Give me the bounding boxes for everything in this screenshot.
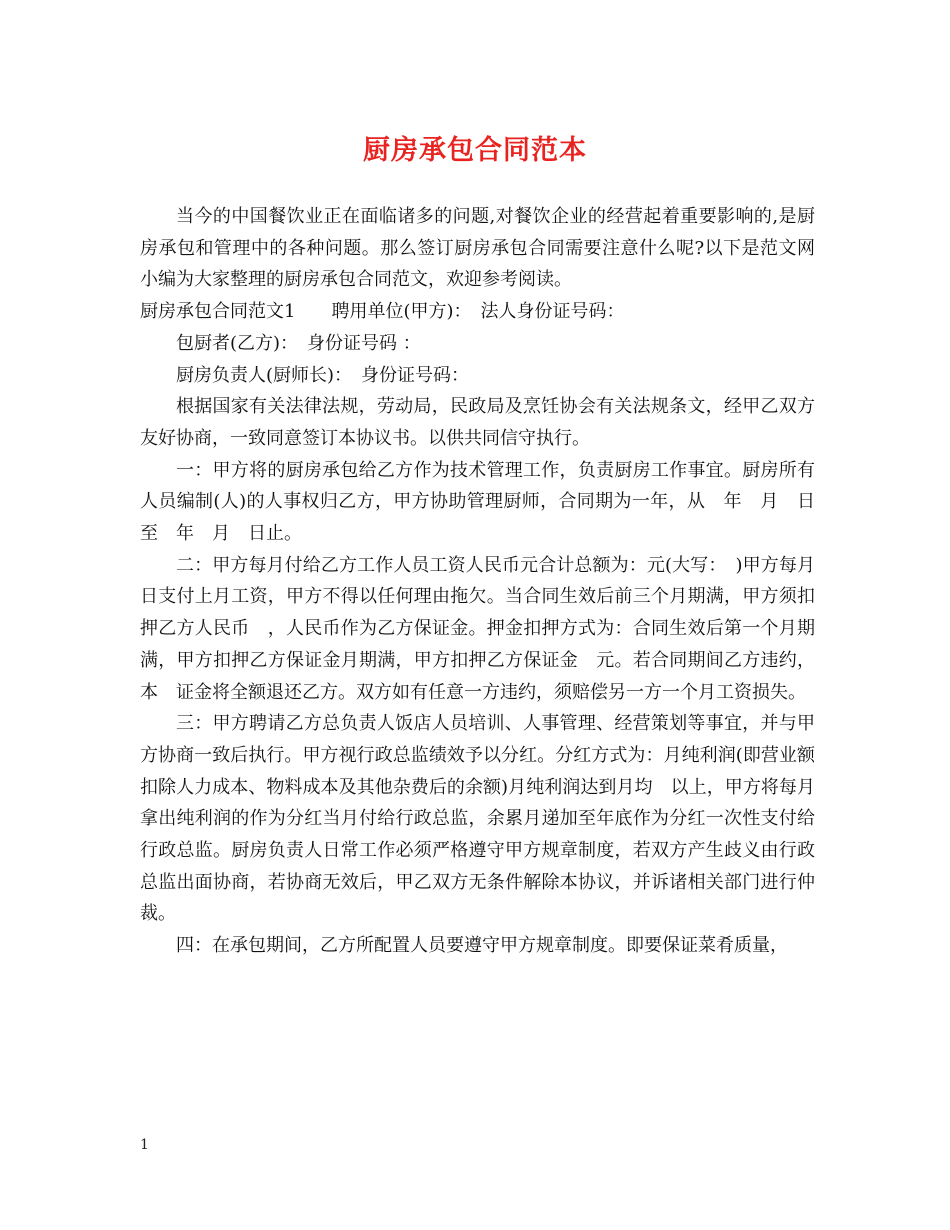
paragraph-basis: 根据国家有关法律法规，劳动局，民政局及烹饪协会有关法规条文，经甲乙双方友好协商，一致同意签订本协议书。以供共同信守执行。: [140, 396, 815, 449]
paragraph-kitchen-head: 厨房负责人(厨师长)： 身份证号码：: [176, 364, 470, 386]
paragraph-clause-2: 二：甲方每月付给乙方工作人员工资人民币元合计总额为：元(大写： )甲方每月 日支付上月工资，甲方不得以任何理由拖欠。当合同生效后前三个月期满，甲方须扣押乙方人民币 ，人民币作为乙方保证金。押金扣押方式为：合同生效后第一个月期满，甲方扣押乙方保证金月期满，甲方扣押乙方保证金 元。若合同期间乙方违约，本 证金将全额退还乙方。双方如有任意一方违约，须赔偿另一方一个月工资损失。: [140, 554, 833, 703]
paragraph-clause-1: 一：甲方将的厨房承包给乙方作为技术管理工作，负责厨房工作事宜。厨房所有人员编制(人)的人事权归乙方，甲方协助管理厨师，合同期为一年，从 年 月 日 至 年 月 日止。: [140, 459, 833, 545]
paragraph-party-b: 包厨者(乙方)： 身份证号码 ：: [176, 332, 421, 354]
paragraph-heading-parties: 厨房承包合同范文1 聘用单位(甲方)： 法人身份证号码：: [140, 301, 625, 323]
paragraph-clause-4: 四：在承包期间，乙方所配置人员要遵守甲方规章制度。即要保证菜肴质量，: [176, 935, 788, 957]
paragraph-intro: 当今的中国餐饮业正在面临诸多的问题,对餐饮企业的经营起着重要影响的,是厨房承包和管理中的各种问题。那么签订厨房承包合同需要注意什么呢?以下是范文网小编为大家整理的厨房承包合同范文，欢迎参考阅读。: [140, 206, 815, 291]
page-number: 1: [140, 1137, 149, 1153]
document-body: [140, 201, 833, 962]
paragraph-clause-3: 三：甲方聘请乙方总负责人饭店人员培训、人事管理、经营策划等事宜，并与甲方协商一致后执行。甲方视行政总监绩效予以分红。分红方式为：月纯利润(即营业额扣除人力成本、物料成本及其他杂费后的余额)月纯利润达到月均 以上，甲方将每月拿出纯利润的作为分红当月付给行政总监，余累月递加至年底作为分红一次性支付给行政总监。厨房负责人日常工作必须严格遵守甲方规章制度，若双方产生歧义由行政总监出面协商，若协商无效后，甲乙双方无条件解除本协议，并诉诸相关部门进行仲裁。: [140, 713, 815, 925]
document-title: 厨房承包合同范本: [363, 135, 587, 166]
